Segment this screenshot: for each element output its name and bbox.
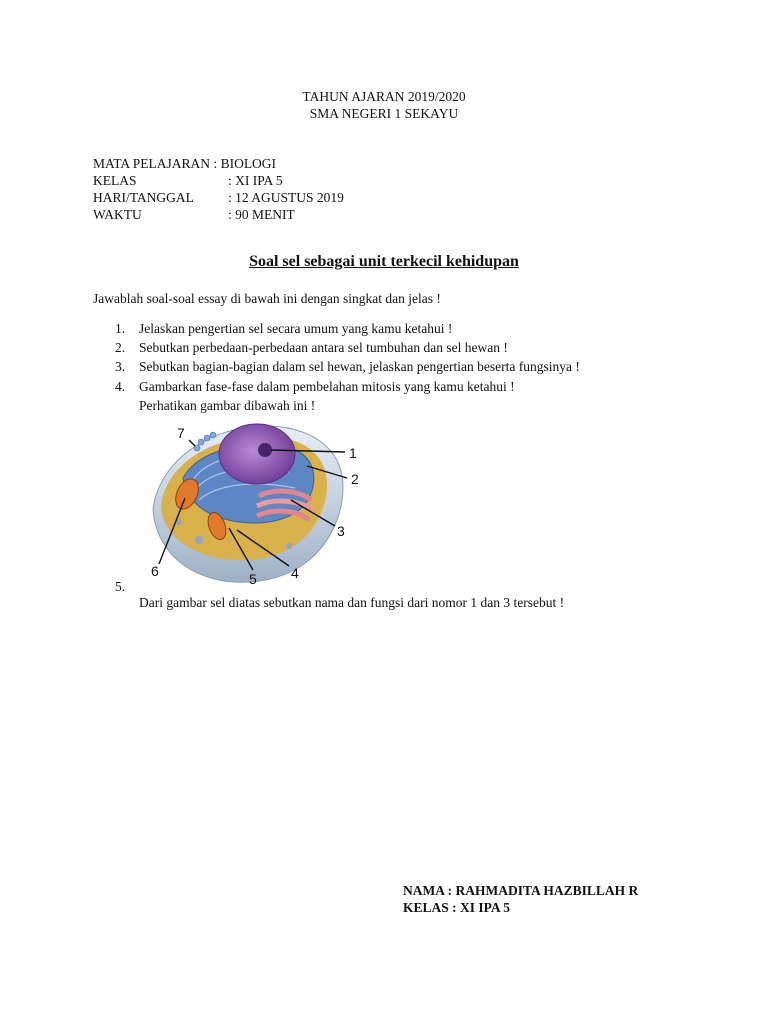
figure-label-3: 3	[337, 523, 345, 539]
meta-time-value: : 90 MENIT	[228, 207, 295, 222]
meta-subject-text: MATA PELAJARAN	[93, 156, 211, 171]
meta-time-label: WAKTU	[93, 207, 142, 222]
question-4	[115, 378, 515, 395]
meta-subject	[93, 155, 276, 172]
question-3	[115, 358, 580, 375]
signature-class: KELAS : XI IPA 5	[403, 900, 511, 915]
question-number: 1.	[115, 321, 126, 336]
header-school: SMA NEGERI 1 SEKAYU	[309, 106, 459, 121]
vesicle	[195, 536, 203, 544]
question-number: 3.	[115, 359, 126, 374]
figure-label-7: 7	[177, 425, 185, 441]
meta-date	[93, 189, 344, 206]
nucleus	[219, 424, 295, 484]
nucleolus	[258, 443, 272, 457]
meta-time	[93, 206, 295, 223]
figure-intro: Perhatikan gambar dibawah ini !	[139, 398, 316, 413]
meta-subject-value: : BIOLOGI	[213, 156, 277, 171]
figure-label-4: 4	[291, 565, 299, 581]
figure-label-5: 5	[249, 571, 257, 587]
animal-cell-figure	[139, 418, 379, 590]
question-1	[115, 320, 452, 337]
leader-line-7	[189, 440, 195, 446]
question-5-text: Dari gambar sel diatas sebutkan nama dan fungsi dari nomor 1 dan 3 tersebut !	[139, 595, 565, 610]
question-5-number: 5.	[115, 579, 126, 594]
question-number: 2.	[115, 340, 126, 355]
figure-label-2: 2	[351, 471, 359, 487]
meta-class-label: KELAS	[93, 173, 137, 188]
meta-date-label: HARI/TANGGAL	[93, 190, 194, 205]
vesicle	[286, 543, 292, 549]
header-year: TAHUN AJARAN 2019/2020	[302, 89, 466, 104]
question-number: 4.	[115, 379, 126, 394]
question-text: Sebutkan bagian-bagian dalam sel hewan, jelaskan pengertian beserta fungsinya !	[139, 359, 580, 374]
meta-class	[93, 172, 283, 189]
meta-class-value: : XI IPA 5	[228, 173, 283, 188]
question-text: Gambarkan fase-fase dalam pembelahan mitosis yang kamu ketahui !	[139, 379, 515, 394]
meta-date-value: : 12 AGUSTUS 2019	[228, 190, 344, 205]
question-text: Sebutkan perbedaan-perbedaan antara sel tumbuhan dan sel hewan !	[139, 340, 508, 355]
page-title: Soal sel sebagai unit terkecil kehidupan	[249, 253, 519, 270]
figure-label-1: 1	[349, 445, 357, 461]
figure-label-6: 6	[151, 563, 159, 579]
instruction: Jawablah soal-soal essay di bawah ini dengan singkat dan jelas !	[93, 291, 441, 306]
question-2	[115, 339, 508, 356]
question-text: Jelaskan pengertian sel secara umum yang kamu ketahui !	[139, 321, 453, 336]
signature-name: NAMA : RAHMADITA HAZBILLAH R	[403, 883, 639, 898]
